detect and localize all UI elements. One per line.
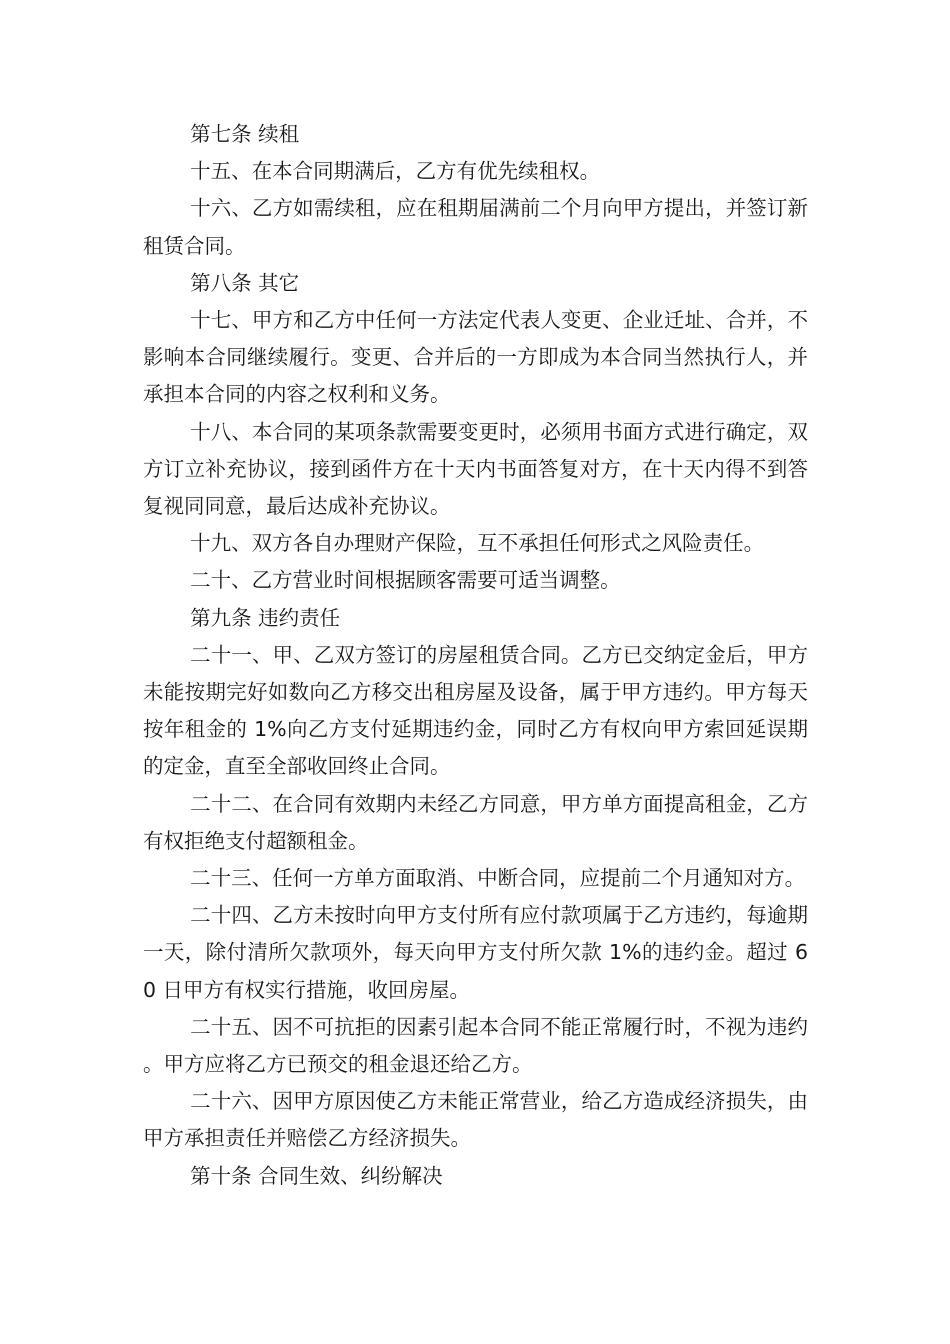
section-heading-effect-disputes: 第十条 合同生效、纠纷解决 bbox=[190, 1163, 443, 1188]
section-heading-other: 第八条 其它 bbox=[190, 270, 300, 295]
clause-24: 二十四、乙方未按时向甲方支付所有应付款项属于乙方违约，每逾期一天，除付清所欠款项外，每天向甲方支付所欠款 1%的违约金。超过 60 日甲方有权实行措施，收回房屋。 bbox=[143, 903, 808, 1002]
clause-19: 十九、双方各自办理财产保险，互不承担任何形式之风险责任。 bbox=[190, 531, 765, 556]
clause-21: 二十一、甲、乙双方签订的房屋租赁合同。乙方已交纳定金后，甲方未能按期完好如数向乙方移交出租房屋及设备，属于甲方违约。甲方每天按年租金的 1%向乙方支付延期违约金，同时乙方有权向甲方索回延误期的定金，直至全部收回终止合同。 bbox=[143, 642, 808, 779]
section-heading-breach: 第九条 违约责任 bbox=[190, 605, 341, 630]
clause-18: 十八、本合同的某项条款需要变更时，必须用书面方式进行确定，双方订立补充协议，接到函件方在十天内书面答复对方，在十天内得不到答复视同同意，最后达成补充协议。 bbox=[143, 419, 808, 519]
section-heading-renewal: 第七条 续租 bbox=[190, 122, 300, 146]
clause-20: 二十、乙方营业时间根据顾客需要可适当调整。 bbox=[190, 568, 621, 593]
clause-17: 十七、甲方和乙方中任何一方法定代表人变更、企业迁址、合并，不影响本合同继续履行。变更、合并后的一方即成为本合同当然执行人，并承担本合同的内容之权利和义务。 bbox=[143, 308, 808, 407]
clause-25: 二十五、因不可抗拒的因素引起本合同不能正常履行时，不视为违约。甲方应将乙方已预交的租金退还给乙方。 bbox=[143, 1014, 808, 1077]
document-body bbox=[143, 116, 808, 1195]
clause-23: 二十三、任何一方单方面取消、中断合同，应提前二个月通知对方。 bbox=[190, 866, 806, 891]
clause-16: 十六、乙方如需续租，应在租期届满前二个月向甲方提出，并签订新租赁合同。 bbox=[143, 196, 808, 258]
clause-15: 十五、在本合同期满后，乙方有优先续租权。 bbox=[190, 159, 601, 184]
clause-22: 二十二、在合同有效期内未经乙方同意，甲方单方面提高租金，乙方有权拒绝支付超额租金。 bbox=[143, 791, 808, 853]
clause-26: 二十六、因甲方原因使乙方未能正常营业，给乙方造成经济损失，由甲方承担责任并赔偿乙方经济损失。 bbox=[143, 1089, 808, 1151]
